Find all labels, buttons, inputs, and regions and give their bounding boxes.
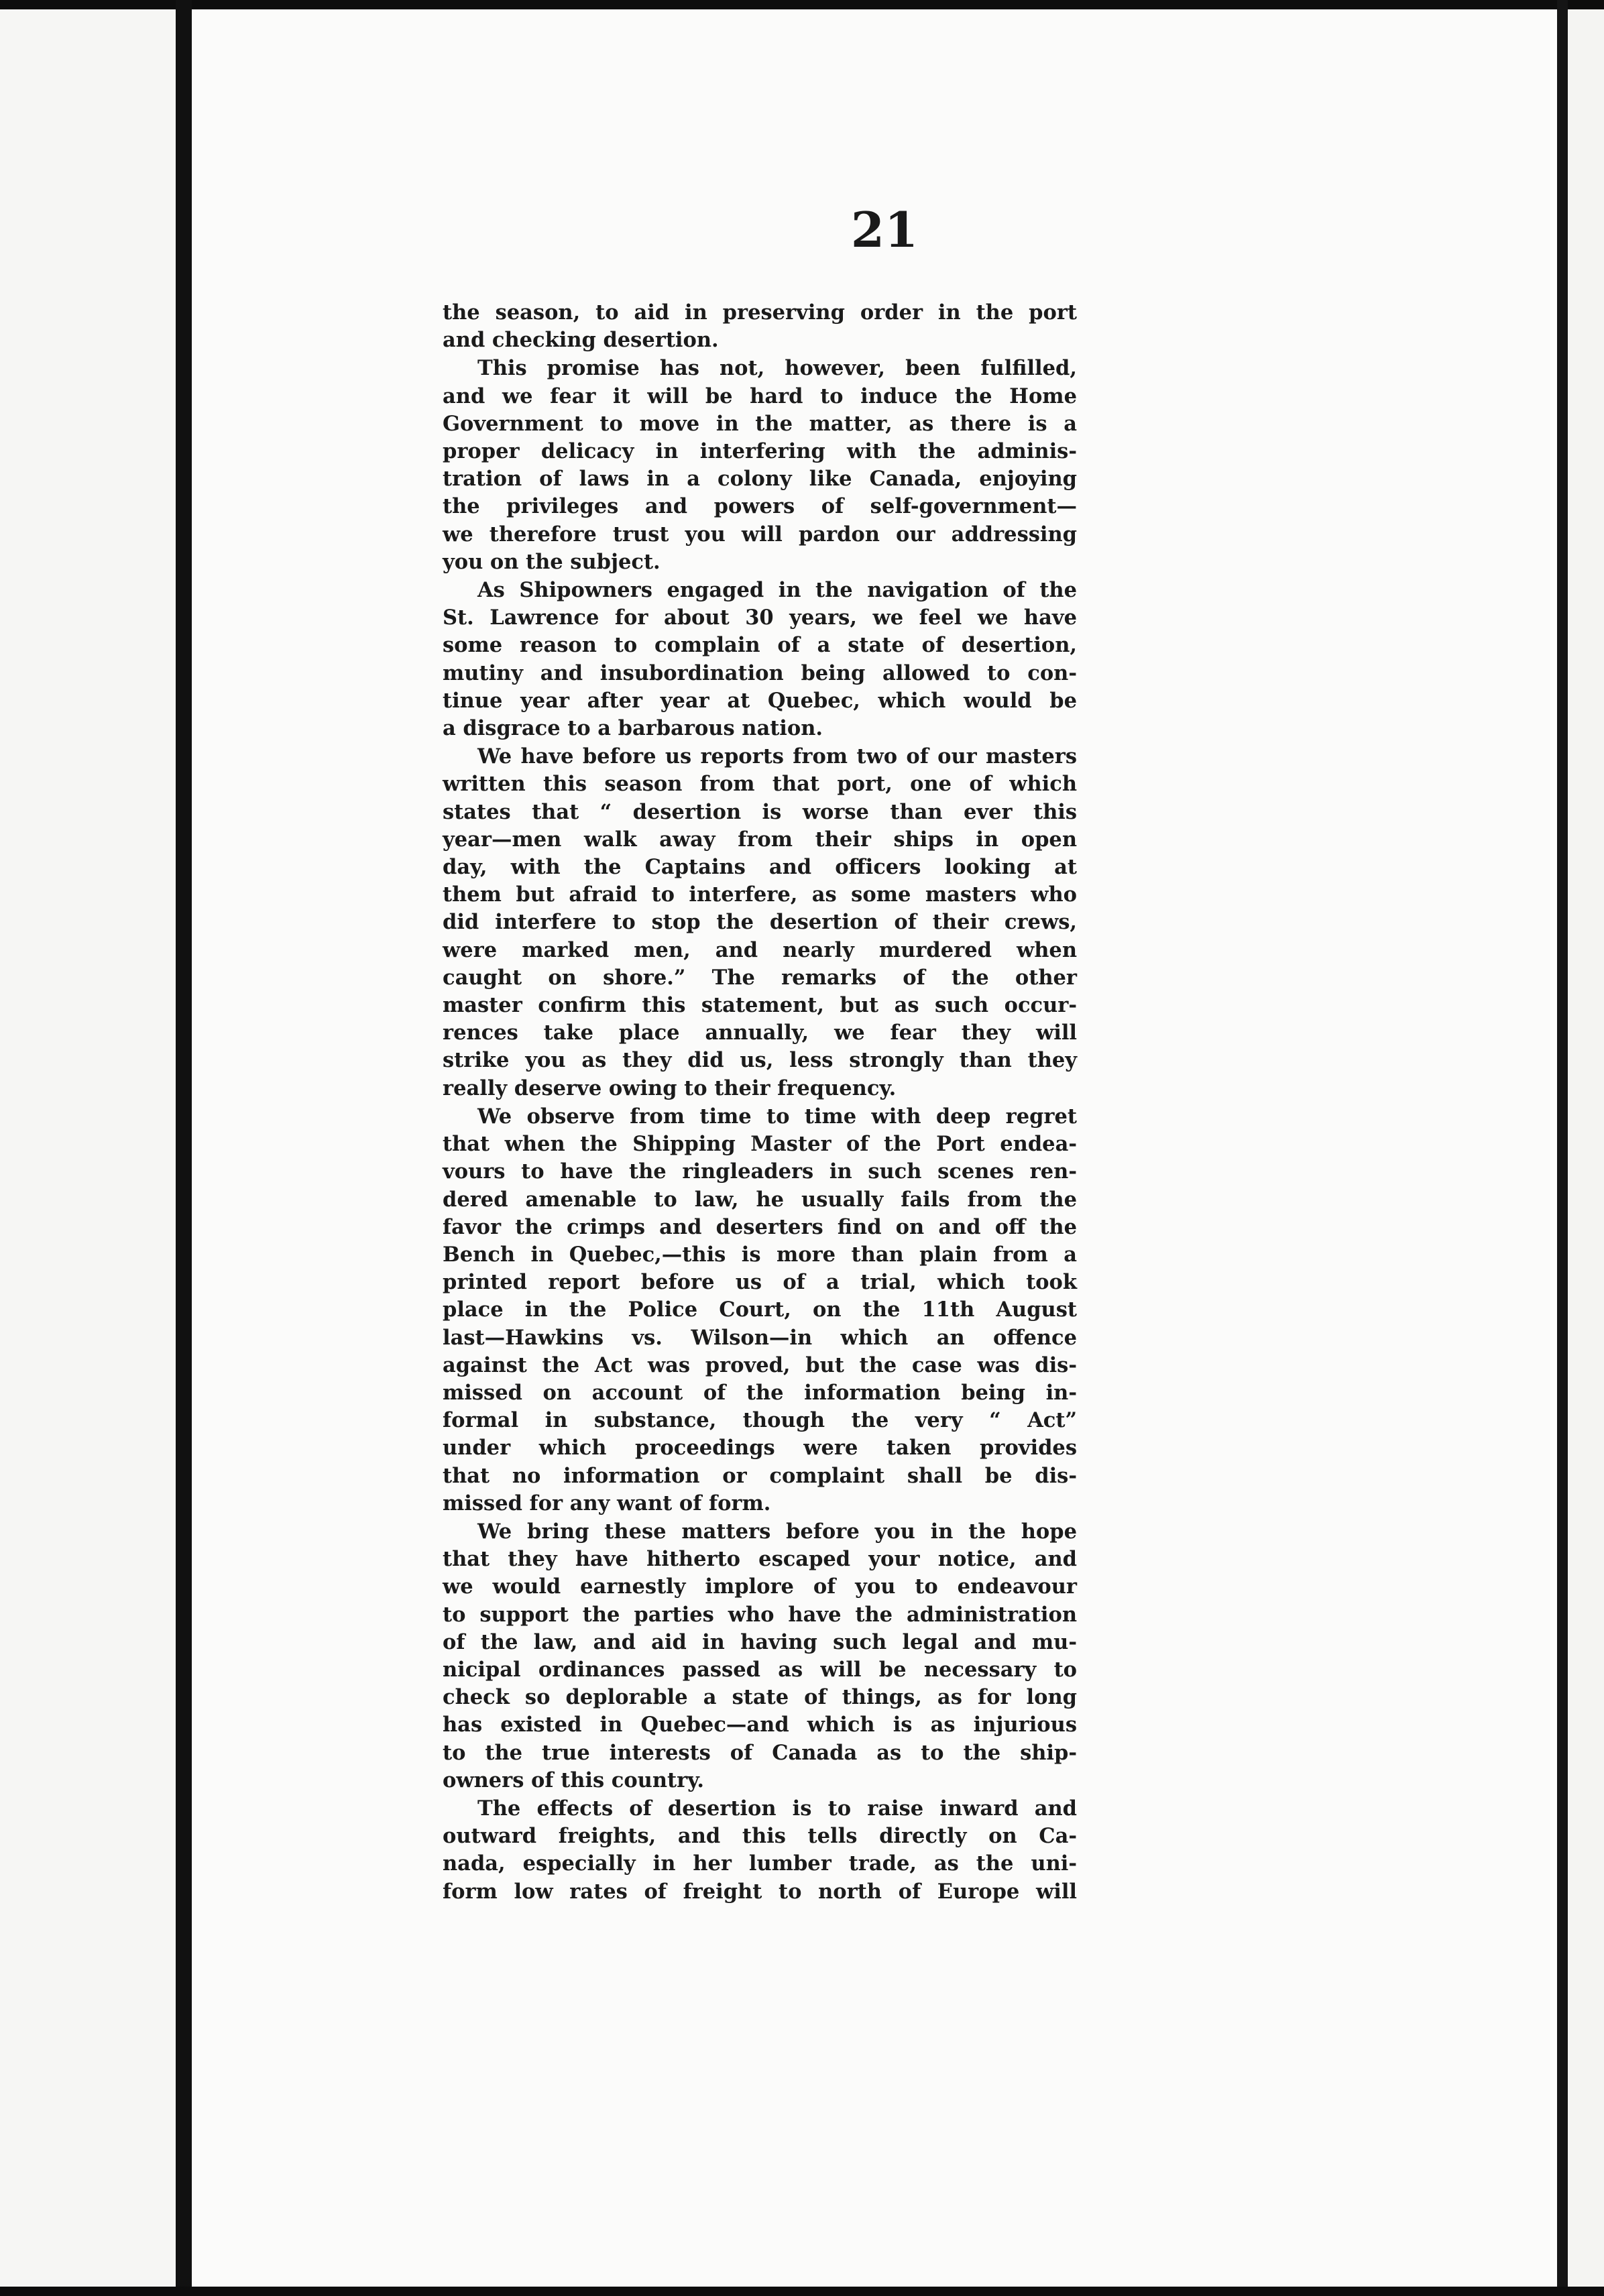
text-line: and we fear it will be hard to induce the Home [443,384,1077,408]
text-line: the season, to aid in preserving order in the port [443,300,1077,325]
text-line: we therefore trust you will pardon our addressing [443,522,1077,547]
text-line: to support the parties who have the administration [443,1602,1077,1627]
text-line: a disgrace to a barbarous nation. [443,716,823,741]
text-line: some reason to complain of a state of desertion, [443,633,1077,658]
text-line: outward freights, and this tells directly on Ca- [443,1824,1077,1849]
text-line: favor the crimps and deserters find on and off the [443,1214,1077,1239]
text-line: were marked men, and nearly murdered when [443,937,1077,962]
text-line: really deserve owing to their frequency. [443,1076,897,1100]
text-line: we would earnestly implore of you to endeavour [443,1574,1077,1599]
text-line: nada, especially in her lumber trade, as the uni- [443,1851,1077,1876]
text-line: formal in substance, though the very “ Act” [443,1408,1077,1433]
text-line: missed for any want of form. [443,1491,771,1515]
text-line: day, with the Captains and officers looking at [443,855,1077,880]
paragraph [443,299,1077,354]
text-line: you on the subject. [443,549,661,574]
text-line: missed on account of the information being in- [443,1380,1077,1405]
paragraph [443,1103,1077,1517]
text-line: against the Act was proved, but the case was dis- [443,1353,1077,1377]
text-line: We observe from time to time with deep regret [477,1104,1077,1129]
body-text [443,299,1077,1906]
scan-left-margin [0,9,176,2287]
text-line: form low rates of freight to north of Europe will [443,1879,1077,1904]
text-line: tinue year after year at Quebec, which would be [443,688,1077,713]
text-line: proper delicacy in interfering with the adminis- [443,439,1077,464]
page-right-edge-rule [1557,0,1568,2296]
text-line: written this season from that port, one of which [443,772,1077,797]
scan-top-border [0,0,1604,9]
text-line: We bring these matters before you in the hope [477,1519,1077,1544]
text-line: last—Hawkins vs. Wilson—in which an offence [443,1325,1077,1350]
text-line: rences take place annually, we fear they will [443,1021,1077,1045]
text-line: states that “ desertion is worse than ever this [443,799,1077,824]
text-line: of the law, and aid in having such legal and mu- [443,1629,1077,1654]
text-line: the privileges and powers of self-government— [443,494,1077,519]
text-line: mutiny and insubordination being allowed to con- [443,661,1077,685]
text-line: dered amenable to law, he usually fails from the [443,1187,1077,1212]
text-line: that no information or complaint shall be dis- [443,1463,1077,1488]
text-line: strike you as they did us, less strongly than they [443,1048,1077,1073]
text-line: under which proceedings were taken provides [443,1436,1077,1460]
text-line: place in the Police Court, on the 11th August [443,1298,1077,1322]
text-line: As Shipowners engaged in the navigation of the [477,578,1077,603]
text-line: St. Lawrence for about 30 years, we feel we have [443,606,1077,630]
text-line: Government to move in the matter, as there is a [443,411,1077,436]
text-line: caught on shore.” The remarks of the other [443,965,1077,990]
paragraph [443,1795,1077,1906]
text-line: and checking desertion. [443,328,719,353]
text-line: owners of this country. [443,1768,705,1792]
text-line: Bench in Quebec,—this is more than plain from a [443,1242,1077,1267]
text-line: year—men walk away from their ships in open [443,827,1077,852]
text-line: that they have hitherto escaped your notice, and [443,1547,1077,1572]
scan-bottom-border [0,2287,1604,2296]
paragraph [443,355,1077,576]
text-line: did interfere to stop the desertion of their crews, [443,910,1077,935]
text-line: has existed in Quebec—and which is as injurious [443,1713,1077,1737]
text-line: We have before us reports from two of our masters [477,744,1077,769]
text-line: tration of laws in a colony like Canada, enjoying [443,467,1077,492]
text-line: to the true interests of Canada as to the ship- [443,1740,1077,1765]
text-line: printed report before us of a trial, which took [443,1270,1077,1295]
binding-edge-rule [176,0,192,2296]
paragraph [443,577,1077,742]
text-line: This promise has not, however, been fulfilled, [477,356,1077,381]
text-line: The effects of desertion is to raise inward and [477,1796,1077,1821]
paragraph [443,1518,1077,1794]
text-line: check so deplorable a state of things, as for long [443,1685,1077,1710]
scan-right-margin [1568,9,1604,2287]
text-line: vours to have the ringleaders in such scenes ren- [443,1159,1077,1184]
text-line: them but afraid to interfere, as some masters who [443,882,1077,907]
page-number: 21 [850,201,919,258]
paragraph [443,743,1077,1102]
text-line: that when the Shipping Master of the Port endea- [443,1132,1077,1157]
text-line: nicipal ordinances passed as will be necessary to [443,1657,1077,1682]
text-line: master confirm this statement, but as such occur- [443,993,1077,1018]
